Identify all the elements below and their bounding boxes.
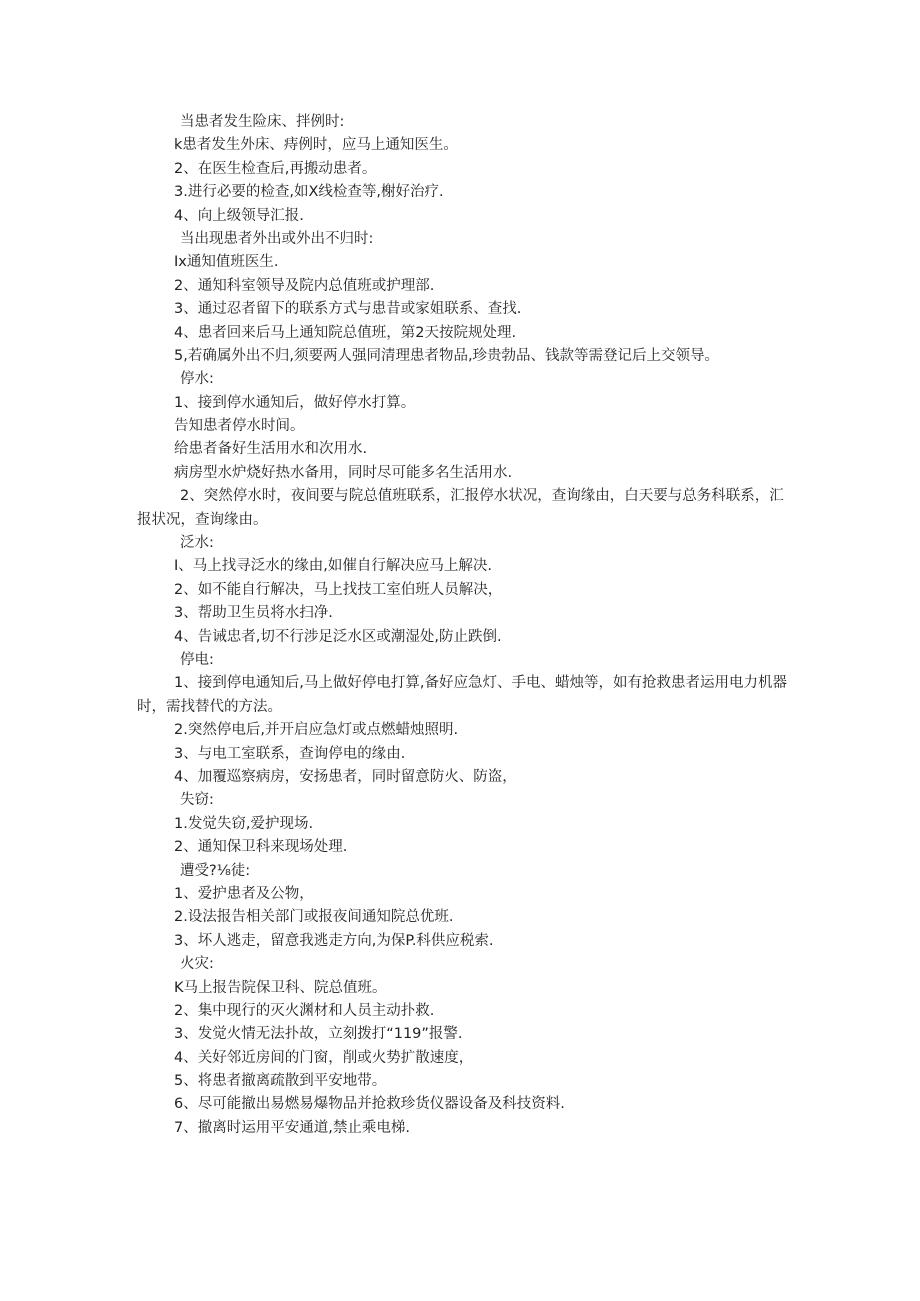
text-line: 1、爱护患者及公物，: [174, 885, 314, 902]
section-heading: 当患者发生险床、拌例时:: [180, 114, 345, 130]
text-line: 1.发觉失窃,爱护现场.: [174, 815, 314, 832]
text-line: 3.进行必要的检查,如X线检查等,榭好治疗.: [174, 184, 444, 201]
text-line: 病房型水炉烧好热水备用，同时尽可能多名生活用水.: [174, 464, 513, 481]
text-line: 4、向上级领导汇报.: [174, 207, 304, 224]
text-paragraph: [137, 672, 797, 719]
section-heading: 停电:: [180, 652, 214, 669]
text-line: k患者发生外床、痔例时，应马上通知医生。: [174, 137, 458, 154]
text-line: 3、与电工室联系，查询停电的缘由.: [174, 745, 406, 762]
section-heading: 火灾:: [180, 956, 214, 973]
text-line: 1、接到停水通知后，做好停水打算。: [174, 394, 416, 411]
section-heading: 当出现患者外出或外出不归时:: [180, 230, 374, 247]
text-line: 2、通知保卫科来现场处理.: [174, 839, 348, 856]
text-line: 3、发觉火情无法扑故，立刻拨打“119”报警.: [174, 1026, 463, 1043]
section-heading: 失窃:: [180, 792, 214, 809]
text-line: 给患者备好生活用水和次用水.: [174, 441, 368, 458]
text-line: K马上报告院保卫科、院总值班。: [174, 979, 387, 996]
text-line: 5、将患者撤离疏散到平安地带。: [174, 1073, 387, 1090]
text-line: Ix通知值班医生.: [174, 254, 279, 271]
text-line: 3、坏人逃走，留意我逃走方向,为保P.科供应税索.: [174, 932, 494, 949]
text-line: 2.设法报告相关部门或报夜间通知院总优班.: [174, 909, 454, 926]
document-body: [137, 111, 797, 1140]
text-line: 5,若确属外出不归,须要两人强同清理患者物品,珍贵勃品、钱款等需登记后上交领导。: [174, 347, 720, 364]
text-line: 4、患者回来后马上通知院总值班，第2天按院规处理.: [174, 324, 517, 341]
text-line: 4、告诫忠者,切不行涉足泛水区或潮湿处,防止跌倒.: [174, 628, 502, 645]
text-line: 2、如不能自行解决，马上找技工室伯班人员解决，: [174, 581, 503, 598]
text-line: I、马上找寻泛水的缘由,如催自行解决应马上解决.: [174, 558, 492, 575]
text-paragraph: [137, 485, 797, 532]
text-line: 2、集中现行的灭火渊材和人员主动扑救.: [174, 1002, 435, 1019]
text-line: 2、在医生检查后,再搬动患者。: [174, 160, 377, 177]
text-line: 7、撤离时运用平安通道,禁止乘电梯.: [174, 1119, 410, 1136]
text-line: 告知患者停水时间。: [174, 418, 305, 435]
text-line: 4、加覆巡察病房，安扬患者，同时留意防火、防盗，: [174, 769, 517, 785]
text-line: 1、接到停电通知后,马上做好停电打算,备好应急灯、手电、蜡烛等，如有抢救患者运用电力机器时，需找替代的方法。: [137, 675, 787, 715]
section-heading: 泛水:: [180, 535, 214, 552]
text-line: 4、关好邻近房间的门窗，削或火势扩散速度，: [174, 1049, 474, 1066]
section-heading: 遭受?⅛徒:: [180, 862, 251, 879]
text-line: 3、通过忍者留下的联系方式与患昔或家姐联系、查找.: [174, 301, 522, 318]
text-line: 3、帮助卫生员将水扫净.: [174, 605, 333, 622]
text-line: 2、突然停水时，夜间要与院总值班联系，汇报停水状况，查询缘由，白天要与总务科联系，汇报状况，查询缘由。: [137, 488, 784, 528]
section-heading: 停水:: [180, 371, 214, 388]
text-line: 6、尽可能撤出易燃易爆物品并抢救珍货仪器设备及科技资料.: [174, 1096, 565, 1113]
text-line: 2.突然停电后,并开启应急灯或点燃蜡烛照明.: [174, 722, 459, 739]
text-line: 2、通知科室领导及院内总值班或护理部.: [174, 277, 435, 294]
